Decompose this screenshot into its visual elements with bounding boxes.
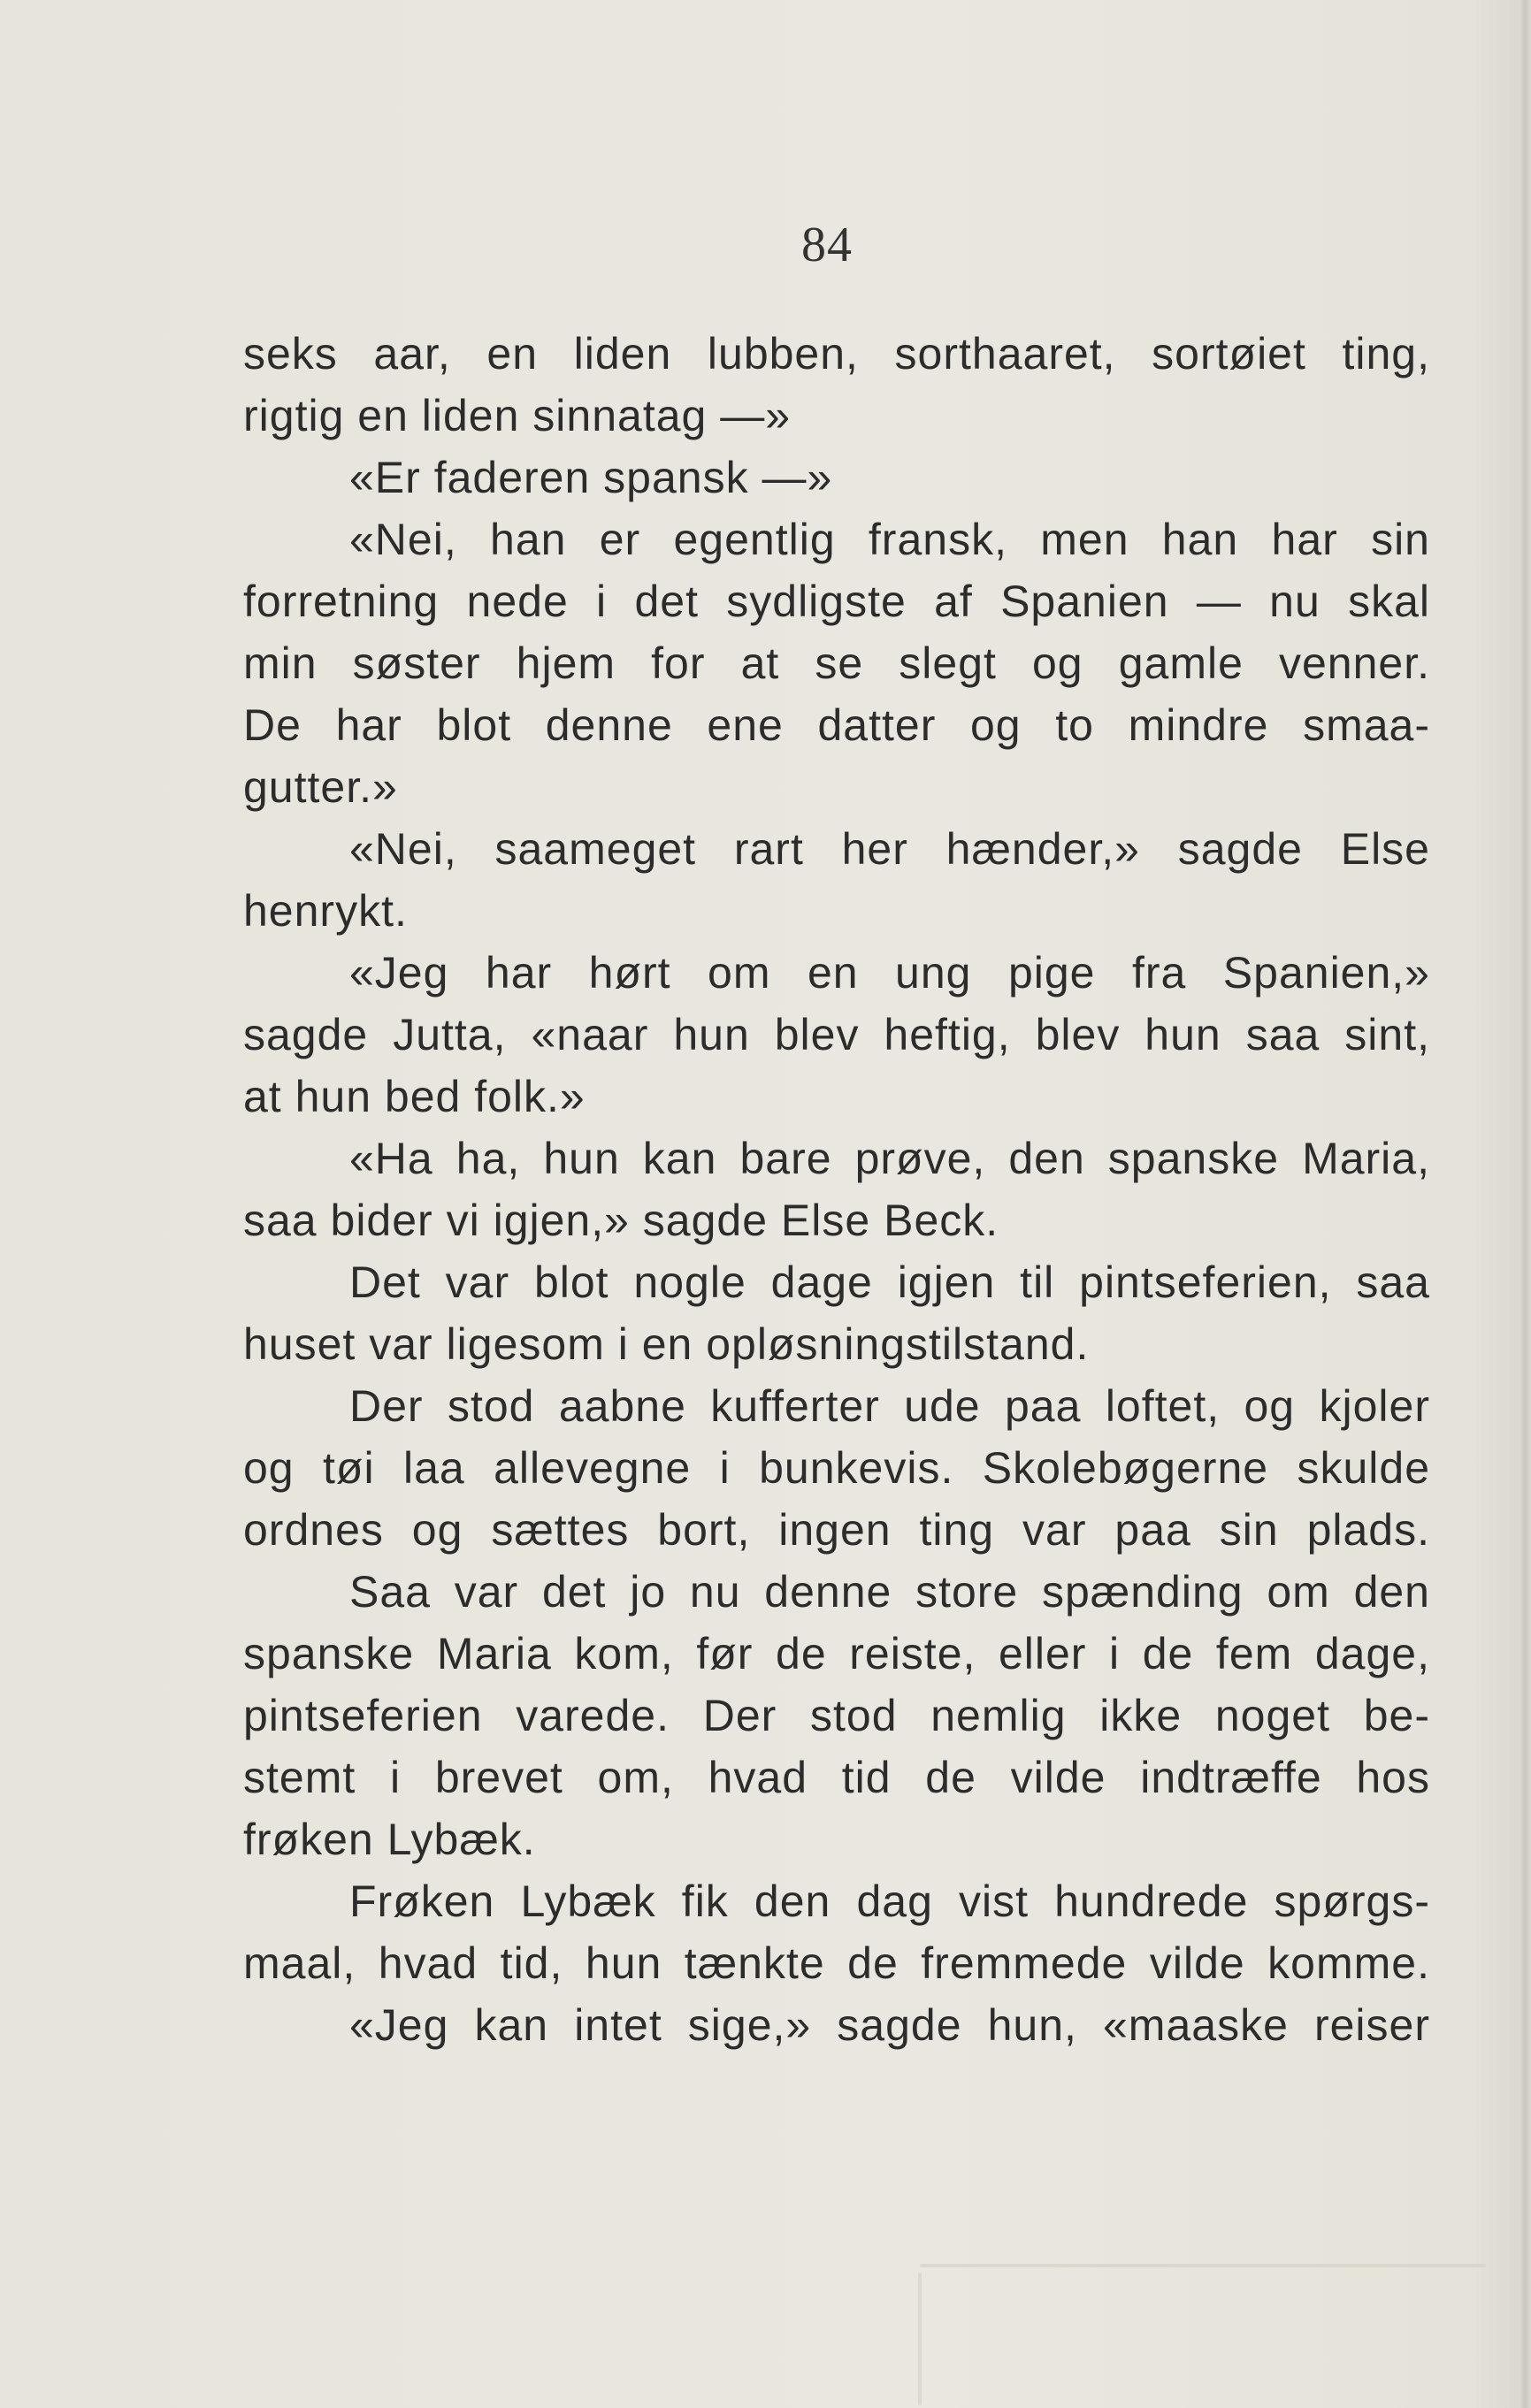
text-line: Det var blot nogle dage igjen til pintseferien, saa (349, 1258, 1430, 1307)
text-line: ordnes og sættes bort, ingen ting var paa sin plads. (243, 1505, 1430, 1555)
text-line: forretning nede i det sydligste af Spanien — nu skal (243, 577, 1430, 626)
text-line: huset var ligesom i en opløsningstilstand. (243, 1319, 1090, 1369)
text-line: spanske Maria kom, før de reiste, eller i de fem dage, (243, 1629, 1430, 1678)
text-line: at hun bed folk.» (243, 1072, 586, 1121)
text-line: stemt i brevet om, hvad tid de vilde indtræffe hos (243, 1753, 1430, 1802)
text-line: Saa var det jo nu denne store spænding om den (349, 1567, 1430, 1617)
text-line: Der stod aabne kufferter ude paa loftet, og kjoler (349, 1381, 1430, 1431)
page-smudge (918, 2273, 922, 2405)
text-line: «Jeg har hørt om en ung pige fra Spanien,» (349, 948, 1430, 998)
text-line: rigtig en liden sinnatag —» (243, 391, 792, 440)
text-line: og tøi laa allevegne i bunkevis. Skolebøgerne skulde (243, 1443, 1430, 1493)
text-line: De har blot denne ene datter og to mindre smaa- (243, 700, 1430, 750)
text-line: Frøken Lybæk fik den dag vist hundrede spørgs- (349, 1877, 1430, 1926)
text-body (243, 323, 1430, 2056)
page-smudge (920, 2264, 1486, 2267)
text-line: maal, hvad tid, hun tænkte de fremmede vilde komme. (243, 1938, 1430, 1988)
text-line: gutter.» (243, 762, 398, 812)
text-line: «Jeg kan intet sige,» sagde hun, «maaske reiser (349, 2000, 1430, 2050)
text-line: «Nei, saameget rart her hænder,» sagde Else (349, 824, 1430, 874)
page-number: 84 (801, 218, 853, 272)
text-line: frøken Lybæk. (243, 1815, 536, 1864)
text-line: «Ha ha, hun kan bare prøve, den spanske Maria, (349, 1134, 1430, 1183)
text-line: «Er faderen spansk —» (349, 453, 833, 502)
text-line: seks aar, en liden lubben, sorthaaret, sortøiet ting, (243, 329, 1430, 378)
page-edge (1519, 0, 1531, 2408)
text-line: min søster hjem for at se slegt og gamle venner. (243, 638, 1430, 688)
text-line: pintseferien varede. Der stod nemlig ikke noget be- (243, 1691, 1430, 1740)
text-line: «Nei, han er egentlig fransk, men han har sin (349, 515, 1430, 564)
text-line: henrykt. (243, 886, 408, 936)
text-line: saa bider vi igjen,» sagde Else Beck. (243, 1196, 999, 1245)
text-line: sagde Jutta, «naar hun blev heftig, blev hun saa sint, (243, 1010, 1430, 1059)
